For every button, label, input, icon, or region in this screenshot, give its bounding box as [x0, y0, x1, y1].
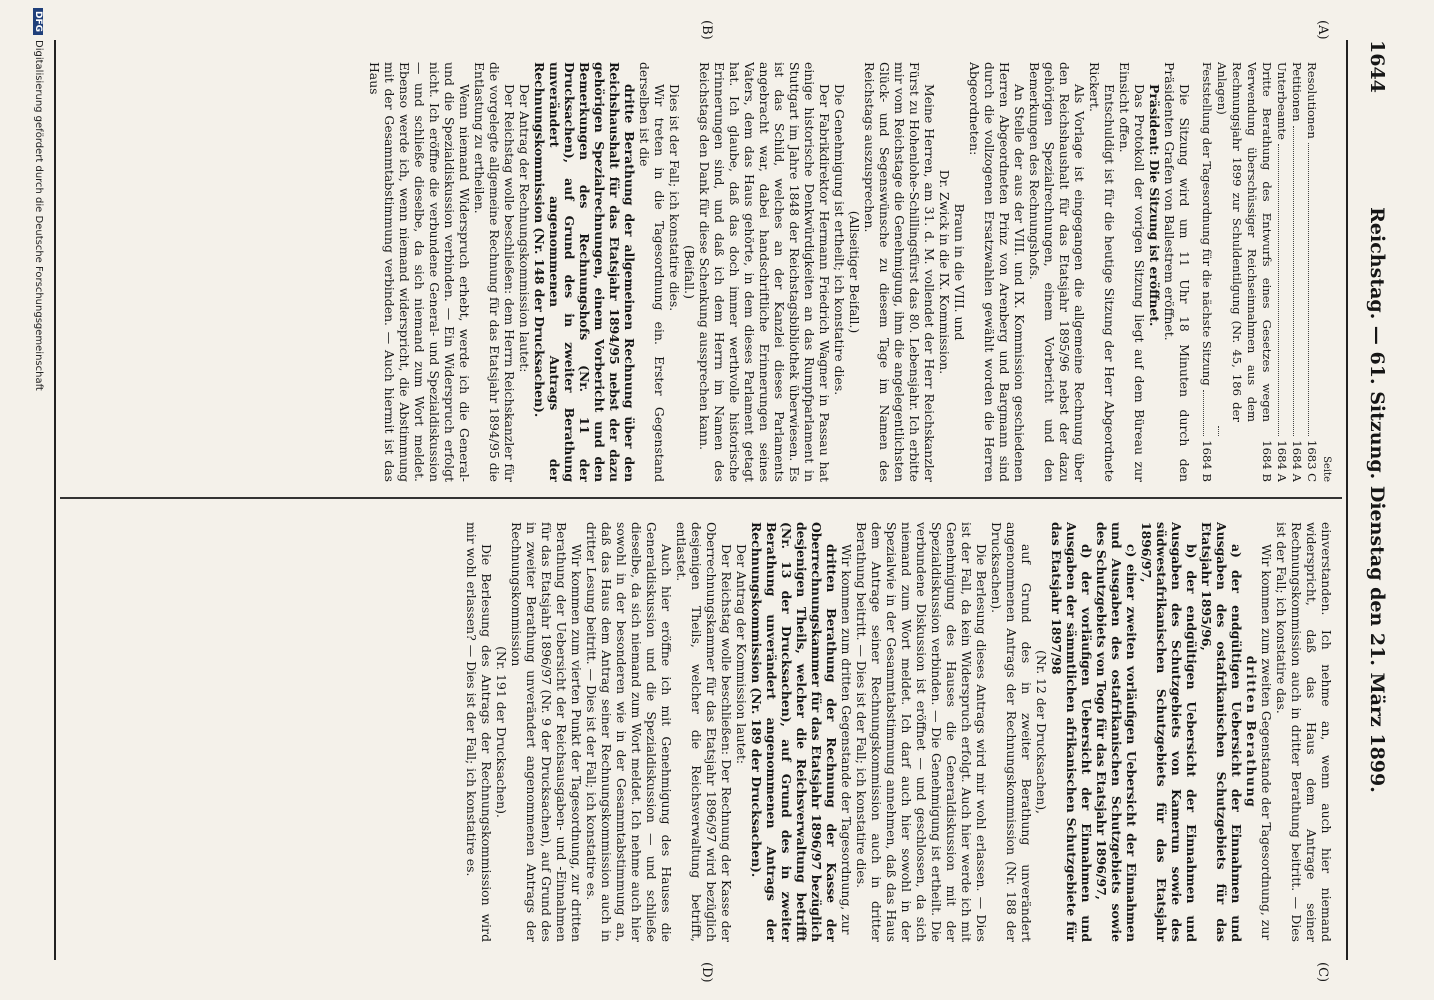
paragraph: Meine Herren, am 31. d. M. vollendet der Herr Reichskanzler Fürst zu Hohenlohe-Schillingsfürst das 80. Lebensjahr. Ich erbitte mir vom Reichstage die Genehmigung, ihm die angelegentlichsten Glück- und Segenswünsche zu diesem Tage im Namen des Reichstags auszusprechen. [862, 62, 937, 482]
toc-item [1214, 62, 1274, 482]
paragraph: Die Sitzung wird um 11 Uhr 18 Minuten durch den Präsidenten Grafen von Ballestrem eröffnet. [1162, 62, 1192, 482]
toc-item [1199, 62, 1214, 482]
paragraph: (Nr. 12 der Drucksachen), [1034, 650, 1049, 814]
toc-page: 1683 C [1305, 439, 1319, 482]
paragraph: Der Antrag der Kommission lautet: [734, 544, 749, 765]
toc-page: 1684 A [1275, 440, 1289, 482]
paragraph: Entschuldigt ist für die heutige Sitzung der Herr Abgeordnete Rickert. [1087, 62, 1117, 482]
paragraph: Das Protokoll der vorigen Sitzung liegt auf dem Büreau zur Einsicht offen. [1117, 62, 1147, 482]
paragraph: Wir kommen zum zweiten Gegenstande der Tagesordnung, zur [1259, 544, 1274, 941]
paragraph: dritten Berathung der Rechnung der Kasse der Oberrechnungskammer für das Etatsjahr 1896/97 bezüglich desjenigen Theils, welcher die Reichsverwaltung betrifft (Nr. 13 der Drucksachen), auf Grund des in zweiter Berathung unverändert angenommenen Antrags der Rechnungskommission (Nr. 189 der Drucksachen). [749, 522, 839, 942]
toc-label: Petitionen [1290, 62, 1304, 122]
paragraph: einverstanden. Ich nehme an, wenn auch hier niemand widerspricht, daß das Haus dem Antrage seiner Rechnungskommission auch in dritter Berathung beitritt. — Dies ist der Fall; ich konstatire das. [1274, 522, 1334, 942]
margin-mark-b: (B) [699, 20, 714, 40]
page-number: 1644 [1366, 40, 1388, 93]
toc-label: Dritte Berathung des Entwurfs eines Gesetzes wegen Verwendung überschüssiger Reichseinnahmen aus dem Rechnungsjahr 1899 zur Schuldentilgung (Nr. 45, 186 der Anlagen) [1215, 62, 1274, 422]
toc-page: 1684 B [1260, 440, 1274, 482]
paragraph: Die Berlesung des Antrags der Rechnungskommission wird mir wohl erlassen? — Dies ist der Fall; ich konstatire es. [464, 522, 494, 942]
toc-item [1304, 62, 1319, 482]
paragraph: d) der vorläufigen Uebersicht der Einnahmen und Ausgaben der sämmtlichen afrikanischen Schutzgebiete für das Etatsjahr 1897/98 [1049, 522, 1094, 942]
paragraph: Wenn niemand Widerspruch erhebt, werde ich die General- und die Spezialdiskussion verbinden. — Ein Widerspruch erfolgt nicht. Ich eröffne die verbundene General- und Spezialdiskussion — und schließe dieselbe, da sich niemand zum Wort meldet. Ebenso werde ich, wenn niemand widerspricht, die Abstimmung mit der Gesammtabstimmung verbinden. — Auch hiermit ist das Haus [367, 62, 472, 482]
paragraph: Präsident: Die Sitzung ist eröffnet. [1147, 84, 1162, 327]
margin-mark-c: (C) [1315, 962, 1330, 983]
paragraph: auf Grund des in zweiter Berathung unverändert angenommenen Antrags der Rechnungskommission (Nr. 188 der Drucksachen). [989, 522, 1034, 942]
footer-rule [54, 40, 56, 960]
margin-mark-a: (A) [1315, 20, 1330, 40]
toc-item [1289, 62, 1304, 482]
margin-mark-d: (D) [699, 962, 714, 983]
paragraph: Auch hier eröffne ich mit Genehmigung des Hauses die Generaldiskussion und die Spezialdiskussion — und schließe dieselbe, da sich niemand zum Wort meldet. Ich nehme auch hier sowohl in der besonderen wie in der Gesammtabstimmung an, daß das Haus dem Antrag seiner Rechnungskommission auch in dritter Lesung beitritt. — Dies ist der Fall; ich konstatire es. [584, 522, 674, 942]
paragraph: (Nr. 191 der Drucksachen). [494, 646, 509, 818]
toc-label: Unterbeamte [1275, 62, 1289, 141]
paragraph: Wir treten in die Tagesordnung ein. Erster Gegenstand derselben ist die [637, 62, 667, 482]
funding-note: Digitalisierung gefördert durch die Deutsche Forschungsgemeinschaft [33, 40, 44, 391]
paragraph: Braun in die VIII. und [952, 203, 967, 341]
column-divider [60, 497, 1342, 499]
paragraph: Dr. Zwick in die IX. Kommission. [937, 169, 952, 375]
paragraph: c) einer zweiten vorläufigen Uebersicht der Einnahmen und Ausgaben des ostafrikanischen Schutzgebiets sowie des Schutzgebiets von Togo für das Etatsjahr 1896/97, [1094, 522, 1139, 942]
paragraph: An Stelle der aus der VIII. und IX. Kommission geschiedenen Herren Abgeordneten Prinz von Arenberg und Bargmann sind durch die vollzogenen Ersatzwahlen gewählt worden die Herren Abgeordneten: [967, 62, 1027, 482]
toc-item [1274, 62, 1289, 482]
paragraph: Der Reichstag wolle beschließen: Der Rechnung der Kasse der Oberrechnungskammer für das Etatsjahr 1896/97 wird bezüglich desjenigen Theils, welcher die Reichsverwaltung betrifft, entlastet. [674, 522, 734, 942]
left-column [64, 62, 1334, 482]
paragraph: Wir kommen zum dritten Gegenstande der Tagesordnung, zur [839, 544, 854, 935]
toc-heading: Seite [1321, 456, 1332, 482]
paragraph: Als Vorlage ist eingegangen die allgemeine Rechnung über den Reichshaushalt für das Etatsjahr 1895/96 nebst der dazu gehörigen Spezialrechnungen, einem Vorbericht und den Bemerkungen des Rechnungshofs. [1027, 62, 1087, 482]
dfg-logo: DFG [33, 8, 43, 35]
header-rule [1346, 40, 1348, 960]
toc-page: 1684 B [1200, 440, 1214, 482]
funding-footer [33, 8, 44, 998]
paragraph: Die Genehmigung ist ertheilt; ich konstatire dies. [832, 84, 847, 396]
right-column [64, 522, 1334, 942]
paragraph: Wir kommen zum vierten Punkt der Tagesordnung, zur dritten Berathung der Uebersicht der Reichsausgaben- und -Einnahmen für das Etatsjahr 1896/97 (Nr. 9 der Drucksachen), auf Grund des in zweiter Berathung unverändert angenommenen Antrags der Rechnungskommission [509, 522, 584, 942]
paragraph: Dies ist der Fall; ich konstatire dies. [667, 84, 682, 312]
page-header [1354, 40, 1394, 960]
paragraph: b) der endgültigen Uebersicht der Einnahmen und Ausgaben des Schutzgebiets von Kamerun sowie des südwestafrikanischen Schutzgebiets für das Etatsjahr 1896/97, [1139, 522, 1199, 942]
paragraph: (Beifall.) [682, 245, 697, 299]
toc-label: Resolutionen [1305, 62, 1319, 139]
paragraph: (Allseitiger Beifall.) [847, 210, 862, 334]
paragraph: Der Reichstag wolle beschließen: dem Herrn Reichskanzler für die vorgelegte allgemeine Rechnung für das Etatsjahr 1894/95 die Entlastung zu ertheilen. [472, 62, 517, 482]
page-title: Reichstag. — 61. Sitzung. Dienstag den 21. März 1899. [1366, 207, 1388, 793]
paragraph: Der Fabrikdirektor Hermann Friedrich Wagner in Passau hat einige historische Denkwürdigkeiten an das Rumpfparlament in Stuttgart im Jahre 1848 der Reichstagsbibliothek überwiesen. Es ist das Schild, welches an der Kanzlei dieses Parlaments angebracht war, dabei handschriftliche Erinnerungen seines Vaters, dem das Haus gehörte, in dem dieses Parlament getagt hat. Ich glaube, daß das doch immer werthvolle historische Erinnerungen sind, und daß ich dem Herrn im Namen des Reichstags den Dank für diese Schenkung aussprechen kann. [697, 62, 832, 482]
paragraph: Der Antrag der Rechnungskommission lautet: [517, 84, 532, 373]
toc-label: Feststellung der Tagesordnung für die nächste Sitzung [1200, 62, 1214, 386]
paragraph: Die Berlesung dieses Antrags wird mir wohl erlassen. — Dies ist der Fall, da kein Widerspruch erfolgt. Auch hier werde ich mit Genehmigung des Hauses die Generaldiskussion mit der Spezialdiskussion verbinden. — Die Genehmigung ist ertheilt. Die verbundene Diskussion ist eröffnet — und geschlossen, da sich niemand zum Wort meldet. Ich darf auch hier sowohl in der Spezialwie in der Gesammtabstimmung annehmen, daß das Haus dem Antrage seiner Rechnungskommission auch in dritter Berathung beitritt. — Dies ist der Fall; ich konstatire dies. [854, 522, 989, 942]
paragraph: dritte Berathung der allgemeinen Rechnung über den Reichshaushalt für das Etatsjahr 1894/95 nebst der dazu gehörigen Spezialrechnungen, einem Vorbericht und den Bemerkungen des Rechnungshofs (Nr. 11 der Drucksachen), auf Grund des in zweiter Berathung unverändert angenommenen Antrags der Rechnungskommission (Nr. 148 der Drucksachen). [532, 62, 637, 482]
toc-page: 1684 A [1290, 440, 1304, 482]
paragraph: dritten Berathung [1244, 655, 1259, 809]
paragraph: a) der endgültigen Uebersicht der Einnahmen und Ausgaben des ostafrikanischen Schutzgebiets für das Etatsjahr 1895/96, [1199, 522, 1244, 942]
